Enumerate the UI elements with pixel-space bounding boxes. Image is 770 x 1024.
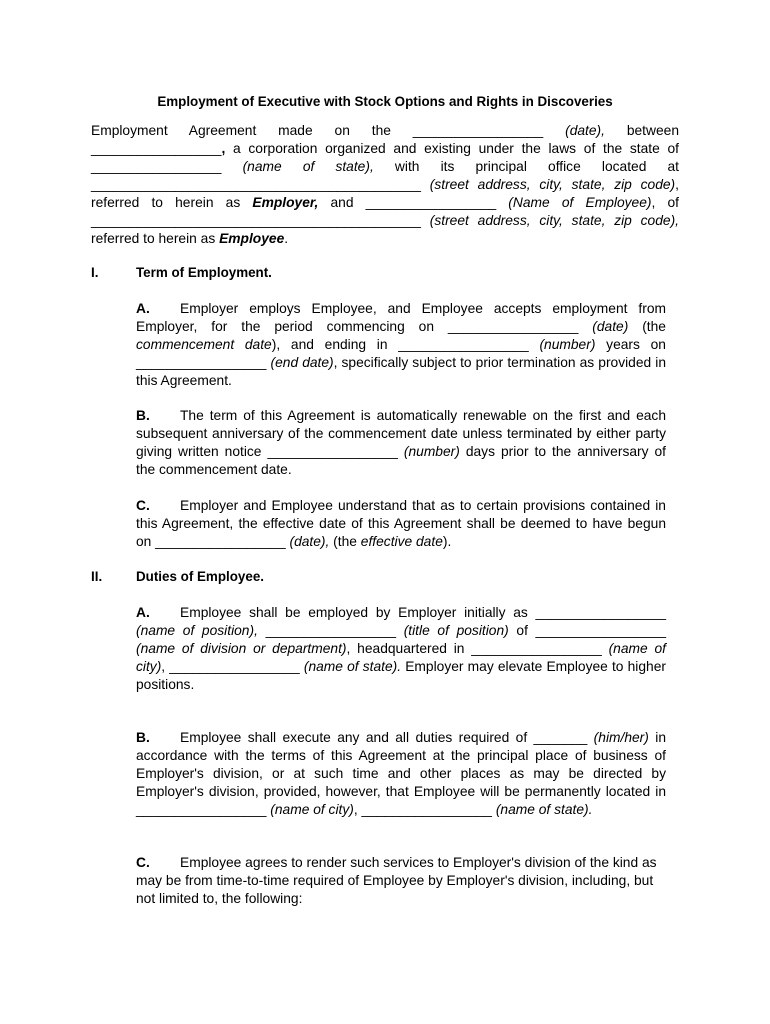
intro-text: , of ___________________________________________ [91, 195, 679, 228]
paragraph-text: , specifically subject to prior termination as provided in this Agreement. [136, 355, 666, 388]
section-number: I. [91, 265, 99, 280]
paragraph-italic: effective date [360, 534, 443, 549]
intro-bold: , [221, 141, 226, 156]
paragraph-label: C. [136, 855, 150, 870]
intro-italic: (Name of Employee) [508, 195, 652, 210]
paragraph-text: ), and ending in _________________ [271, 337, 540, 352]
paragraph-italic: (name of state). [495, 802, 593, 817]
paragraph-text: in accordance with the terms of this Agreement at the principal place of business of Employer's division, or at such time and other places as may be directed by Employer's division, provided, however, that Employee will be permanently located in _________________ [136, 730, 667, 817]
paragraph-text: (the [329, 534, 361, 549]
paragraph-text: of _________________ [508, 623, 666, 638]
paragraph-italic: (number) [539, 337, 596, 352]
intro-text: . [284, 231, 289, 246]
paragraph-text: ). [442, 534, 452, 549]
section-number: II. [91, 569, 103, 584]
paragraph-text: days prior to the anniversary of the commencement date. [136, 444, 666, 477]
intro-text: Employment Agreement made on the _________________ [91, 123, 566, 138]
paragraph-italic: (name of division or department) [136, 641, 347, 656]
paragraph-text: Employer employs Employee, and Employee accepts employment from Employer, for the period commencing on _________________ [136, 301, 666, 334]
paragraph-label: A. [136, 605, 150, 620]
paragraph-label: A. [136, 301, 150, 316]
intro-text: and _________________ [318, 195, 509, 210]
paragraph-italic: (date) [592, 319, 629, 334]
paragraph-italic: (name of state). [303, 659, 402, 674]
paragraph-label: B. [136, 408, 150, 423]
paragraph-text: Employer and Employee understand that as to certain provisions contained in this Agreement, the effective date of this Agreement shall be deemed to have begun on _________________ [136, 498, 666, 549]
intro-italic: (name of state), [242, 159, 374, 174]
paragraph-text: , _________________ [353, 802, 496, 817]
intro-text: , referred to herein as [91, 177, 679, 210]
employer-term: Employer, [252, 195, 319, 210]
intro-italic: (date), [565, 123, 605, 138]
paragraph-italic: (name of position), [136, 623, 258, 638]
paragraph-italic: (title of position) [403, 623, 509, 638]
paragraph-italic: (end date) [270, 355, 334, 370]
paragraph-text: Employer may elevate Employee to higher positions. [136, 659, 666, 692]
paragraph-text: (the [628, 319, 666, 334]
paragraph-italic: (date), [289, 534, 330, 549]
paragraph-text: Employee agrees to render such services to Employer's division of the kind as may be from time-to-time required of Employee by Employer's division, including, but not limited to, the following: [136, 855, 657, 906]
paragraph-italic: (number) [403, 444, 460, 459]
intro-italic: (street address, city, state, zip code), [429, 213, 679, 228]
section-title: Duties of Employee. [136, 569, 264, 584]
employee-term: Employee [219, 231, 285, 246]
paragraph-label: B. [136, 730, 150, 745]
paragraph-italic: commencement date [136, 337, 272, 352]
section-2-paragraph-b [136, 729, 666, 819]
paragraph-italic: (name of city) [270, 802, 354, 817]
intro-text: between _________________ [91, 123, 679, 156]
section-2-paragraph-a [136, 604, 666, 694]
section-2-paragraph-c [136, 854, 666, 908]
paragraph-text: The term of this Agreement is automatically renewable on the first and each subsequent anniversary of the commencement date unless terminated by either party giving written notice _________________ [136, 408, 666, 459]
paragraph-text: Employee shall be employed by Employer initially as _________________ [180, 605, 666, 620]
paragraph-label: C. [136, 498, 150, 513]
paragraph-text: , _________________ [161, 659, 304, 674]
paragraph-text: , headquartered in _________________ [346, 641, 609, 656]
document-title: Employment of Executive with Stock Options and Rights in Discoveries [157, 94, 613, 109]
intro-paragraph [91, 122, 679, 248]
section-1-paragraph-b [136, 407, 666, 479]
paragraph-italic: (him/her) [593, 730, 649, 745]
intro-text: a corporation organized and existing under the laws of the state of _________________ [91, 141, 679, 174]
intro-text: with its principal office located at ___________________________________________ [91, 159, 680, 192]
paragraph-text: years on _________________ [136, 337, 666, 370]
intro-text: referred to herein as [91, 231, 220, 246]
intro-italic: (street address, city, state, zip code) [429, 177, 676, 192]
paragraph-text: Employee shall execute any and all duties required of _______ [180, 730, 594, 745]
section-1-paragraph-c [136, 497, 666, 551]
paragraph-text: _________________ [257, 623, 404, 638]
paragraph-italic: (name of city) [136, 641, 666, 674]
section-1-paragraph-a [136, 300, 666, 390]
section-title: Term of Employment. [136, 265, 272, 280]
